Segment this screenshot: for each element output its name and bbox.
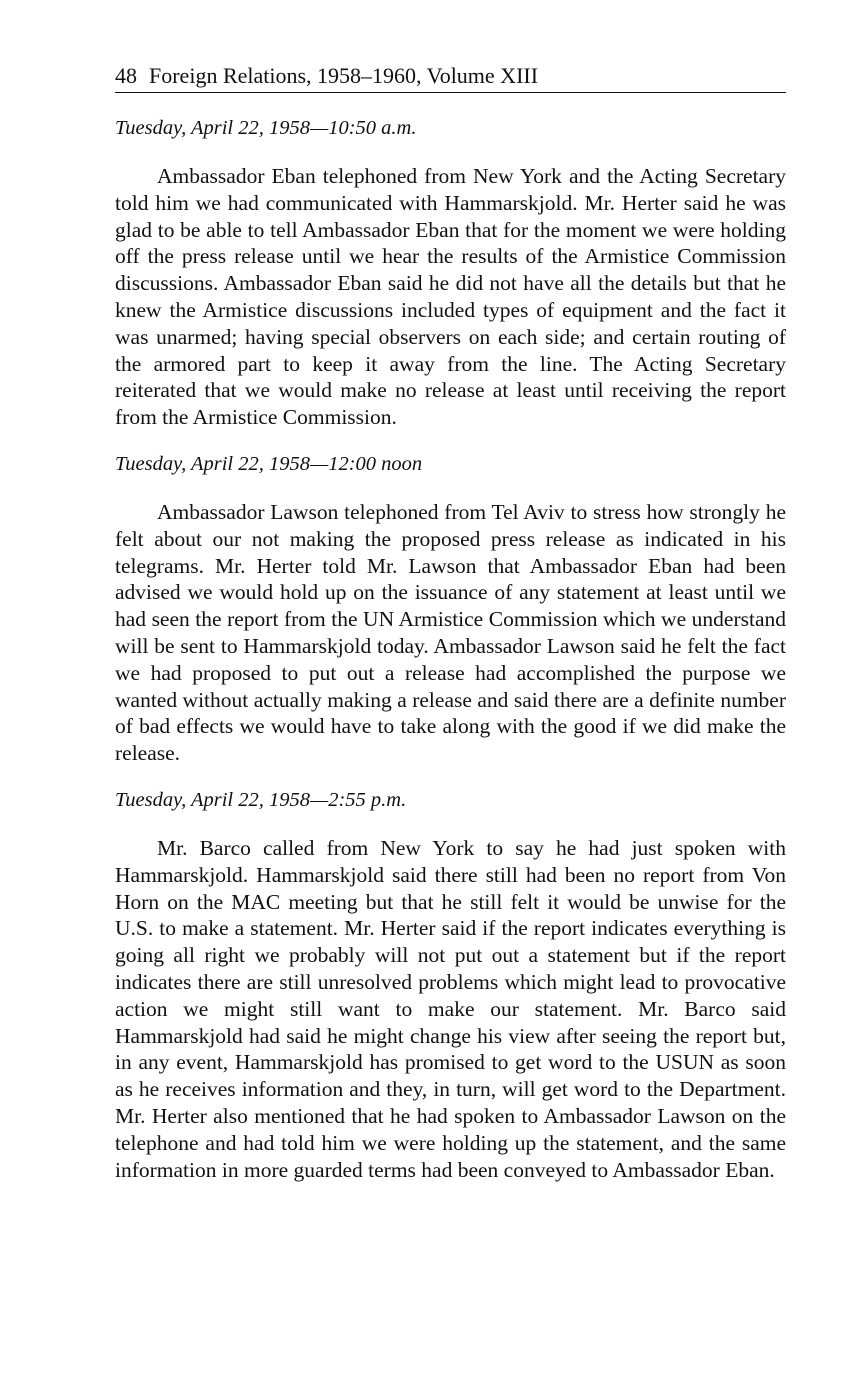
entry-heading: Tuesday, April 22, 1958—12:00 noon: [115, 452, 423, 475]
entry-heading: Tuesday, April 22, 1958—10:50 a.m.: [115, 117, 417, 139]
entry-body: Ambassador Lawson telephoned from Tel Aviv to stress how strongly he felt about our not making the proposed press release as indicated in his telegrams. Mr. Herter told Mr. Lawson that Ambassador Eban had been advised we would hold up on the issuance of any statement at least until we had seen the report from the UN Armistice Commission which we understand will be sent to Hammarskjold today. Ambassador Lawson said he felt the fact we had proposed to put out a release had accomplished the purpose we wanted without actually making a release and said there are a definite number of bad effects we would have to take along with the good if we did make the release.: [115, 499, 786, 766]
running-head: [115, 62, 786, 93]
entry-body: Ambassador Eban telephoned from New York and the Acting Secretary told him we had communicated with Hammarskjold. Mr. Herter said he was glad to be able to tell Ambassador Eban that for the moment we were holding off the press release until we hear the results of the Armistice Commission discussions. Ambassador Eban said he did not have all the details but that he knew the Armistice discussions included types of equipment and the fact it was unarmed; having special observers on each side; and certain routing of the armored part to keep it away from the line. The Acting Secretary reiterated that we would make no release at least until receiving the report from the Armistice Commission.: [115, 164, 786, 430]
entry-heading: Tuesday, April 22, 1958—2:55 p.m.: [115, 788, 407, 811]
volume-title: Foreign Relations, 1958–1960, Volume XIII: [149, 63, 539, 88]
page-number: 48: [115, 63, 137, 88]
document-page: [115, 62, 786, 1183]
entry-body: Mr. Barco called from New York to say he had just spoken with Hammarskjold. Hammarskjold said there still had been no report from Von Horn on the MAC meeting but that he still felt it would be unwise for the U.S. to make a statement. Mr. Herter said if the report indicates everything is going all right we probably will not put out a statement but if the report indicates there are still unresolved problems which might lead to provocative action we might still want to make our statement. Mr. Barco said Hammarskjold had said he might change his view after seeing the report but, in any event, Hammarskjold has promised to get word to the USUN as soon as he receives information and they, in turn, will get word to the Department. Mr. Herter also mentioned that he had spoken to Ambassador Lawson on the telephone and had told him we were holding up the statement, and the same information in more guarded terms had been conveyed to Ambassador Eban.: [115, 835, 786, 1182]
